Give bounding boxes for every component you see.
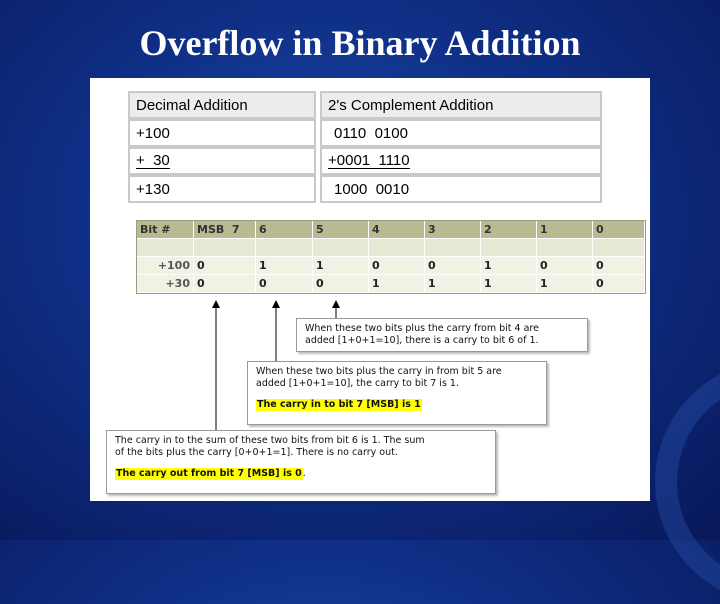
- bit-header: Bit #: [137, 221, 194, 239]
- bit-cell: 1: [425, 275, 481, 293]
- note-text: The carry in to the sum of these two bits from bit 6 is 1. The sum: [115, 435, 425, 446]
- header-binary: 2's Complement Addition: [320, 91, 602, 119]
- row-label: +100: [137, 257, 194, 275]
- bit-cell: 0: [369, 257, 425, 275]
- background-decoration: [655, 360, 720, 604]
- bit-header: 3: [425, 221, 481, 239]
- note-carry-bit5: [296, 318, 588, 352]
- bit-cell: 0: [256, 275, 313, 293]
- note-highlight-line: [256, 399, 538, 411]
- bit-cell: 0: [313, 275, 369, 293]
- bit-cell: 1: [537, 275, 593, 293]
- figure-panel: [90, 78, 650, 501]
- decimal-value: +130: [136, 180, 170, 198]
- note-highlight: The carry in to bit 7 [MSB] is 1: [257, 399, 421, 410]
- note-text: added [1+0+1=10], there is a carry to bit 6 of 1.: [305, 335, 539, 346]
- note-text: When these two bits plus the carry in from bit 5 are: [256, 366, 502, 377]
- bit-cell: 0: [593, 257, 645, 275]
- note-text: added [1+0+1=10], the carry to bit 7 is 1.: [256, 378, 459, 389]
- bit-cell: 1: [369, 275, 425, 293]
- bit-cell: 1: [313, 257, 369, 275]
- note-carry-bit6: [247, 361, 547, 425]
- decimal-value: + 30: [136, 152, 170, 169]
- bit-cell: 1: [481, 275, 537, 293]
- note-suffix: .: [302, 468, 306, 479]
- bit-cell: 0: [194, 257, 256, 275]
- note-highlight: The carry out from bit 7 [MSB] is 0: [116, 468, 302, 479]
- bit-header: 5: [313, 221, 369, 239]
- note-text: of the bits plus the carry [0+0+1=1]. There is no carry out.: [115, 447, 398, 458]
- bit-cell: 0: [425, 257, 481, 275]
- bit-header: 6: [256, 221, 313, 239]
- bit-header: MSB 7: [194, 221, 256, 239]
- bit-header: 0: [593, 221, 645, 239]
- row-label: +30: [137, 275, 194, 293]
- binary-value: 0110 0100: [334, 124, 408, 142]
- bit-header: 1: [537, 221, 593, 239]
- note-text: When these two bits plus the carry from bit 4 are: [305, 323, 539, 334]
- bit-cell: 1: [481, 257, 537, 275]
- bit-cell: 1: [256, 257, 313, 275]
- bit-header: 2: [481, 221, 537, 239]
- binary-value: 1000 0010: [334, 180, 410, 198]
- header-decimal: Decimal Addition: [128, 91, 316, 119]
- slide-title: Overflow in Binary Addition: [139, 23, 581, 63]
- bit-header: 4: [369, 221, 425, 239]
- note-carry-out: [106, 430, 496, 494]
- bit-cell: 0: [593, 275, 645, 293]
- bit-cell: 0: [194, 275, 256, 293]
- decimal-value: +100: [136, 124, 170, 142]
- bit-cell: 0: [537, 257, 593, 275]
- binary-value: +0001 1110: [328, 152, 410, 169]
- note-highlight-line: [115, 468, 487, 480]
